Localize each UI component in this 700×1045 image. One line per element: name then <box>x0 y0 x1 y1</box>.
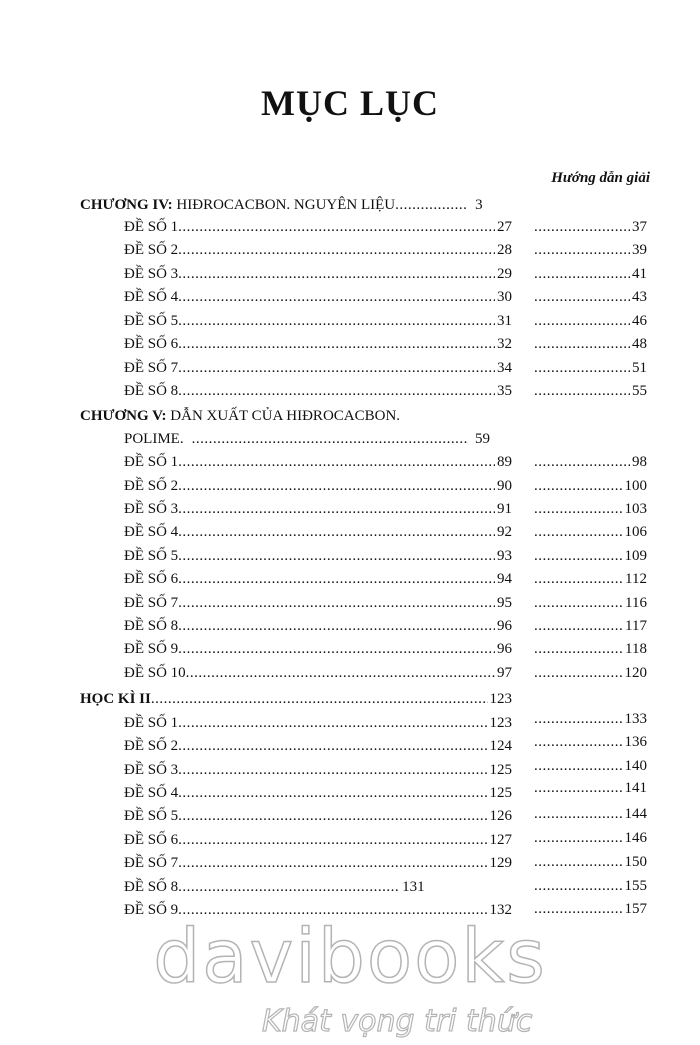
leader-dots <box>534 875 623 897</box>
answer-page: 46 <box>632 313 647 329</box>
leader-dots <box>178 310 495 332</box>
entry-page: 94 <box>497 571 512 587</box>
leader-dots <box>178 805 487 827</box>
leader-dots <box>178 380 495 402</box>
toc-entry[interactable] <box>124 451 512 473</box>
answer-page: 55 <box>632 383 647 399</box>
answer-page: 116 <box>625 595 647 611</box>
entry-label: ĐỀ SỐ 9 <box>124 641 179 657</box>
chapter-5-heading[interactable] <box>80 405 400 427</box>
entry-label: ĐỀ SỐ 8 <box>124 383 179 399</box>
entry-label: ĐỀ SỐ 4 <box>124 785 179 801</box>
leader-dots <box>178 638 495 660</box>
answer-entry[interactable] <box>534 592 647 614</box>
entry-label: ĐỀ SỐ 4 <box>124 289 179 305</box>
watermark-brand: davibooks <box>153 914 547 1000</box>
answer-entry[interactable] <box>534 827 647 849</box>
entry-page: 27 <box>497 219 512 235</box>
leader-dots <box>534 662 623 684</box>
entry-page: 32 <box>497 336 512 352</box>
answer-entry[interactable] <box>534 851 647 873</box>
leader-dots <box>534 310 630 332</box>
leader-dots <box>186 662 495 684</box>
entry-page: 97 <box>497 665 512 681</box>
toc-entry[interactable] <box>124 521 512 543</box>
answer-page: 112 <box>625 571 647 587</box>
leader-dots <box>178 498 495 520</box>
entry-page: 125 <box>489 762 512 778</box>
toc-entry[interactable] <box>124 498 512 520</box>
toc-entry[interactable] <box>124 735 512 757</box>
answer-page: 136 <box>624 734 647 750</box>
toc-entry[interactable] <box>124 615 512 637</box>
leader-dots <box>534 568 623 590</box>
semester-2-page: 123 <box>489 691 512 707</box>
answer-entry[interactable] <box>534 357 647 379</box>
watermark <box>0 914 700 1039</box>
entry-label: ĐỀ SỐ 2 <box>124 478 179 494</box>
answer-page: 37 <box>632 219 647 235</box>
toc-entry[interactable] <box>124 782 512 804</box>
answer-page: 140 <box>624 758 647 774</box>
leader-dots <box>178 712 487 734</box>
answer-entry[interactable] <box>534 662 647 684</box>
answer-entry[interactable] <box>534 731 647 753</box>
leader-dots <box>534 498 623 520</box>
entry-page: 28 <box>497 242 512 258</box>
answer-entry[interactable] <box>534 475 647 497</box>
entry-page: 124 <box>489 738 512 754</box>
toc-entry[interactable] <box>124 263 512 285</box>
toc-entry[interactable] <box>124 568 512 590</box>
toc-entry[interactable] <box>124 286 512 308</box>
leader-dots <box>178 286 495 308</box>
answer-entry[interactable] <box>534 568 647 590</box>
leader-dots <box>534 333 630 355</box>
entry-label: ĐỀ SỐ 3 <box>124 266 179 282</box>
answer-entry[interactable] <box>534 380 647 402</box>
answer-page: 41 <box>632 266 647 282</box>
leader-dots <box>534 827 623 849</box>
entry-page: 29 <box>497 266 512 282</box>
entry-label: ĐỀ SỐ 8 <box>124 618 179 634</box>
entry-page: 125 <box>489 785 512 801</box>
answer-page: 157 <box>624 901 647 917</box>
answer-page: 146 <box>624 830 647 846</box>
entry-label: ĐỀ SỐ 5 <box>124 808 179 824</box>
toc-entry[interactable] <box>124 216 512 238</box>
chapter-4-heading[interactable] <box>80 194 512 216</box>
leader-dots <box>534 451 630 473</box>
toc-entry[interactable] <box>124 759 512 781</box>
answer-entry[interactable] <box>534 638 647 660</box>
chapter-5-title-cont: POLIME. <box>124 431 184 447</box>
toc-entry[interactable] <box>124 712 512 734</box>
entry-label: ĐỀ SỐ 1 <box>124 454 179 470</box>
leader-dots <box>151 688 488 710</box>
toc-entry[interactable] <box>124 357 512 379</box>
entry-label: ĐỀ SỐ 3 <box>124 501 179 517</box>
entry-label: ĐỀ SỐ 3 <box>124 762 179 778</box>
answer-entry[interactable] <box>534 615 647 637</box>
leader-dots <box>178 216 495 238</box>
entry-label: ĐỀ SỐ 10 <box>124 665 186 681</box>
answer-entry[interactable] <box>534 310 647 332</box>
leader-dots <box>534 239 630 261</box>
entry-page: 34 <box>497 360 512 376</box>
leader-dots <box>178 263 495 285</box>
entry-label: ĐỀ SỐ 7 <box>124 360 179 376</box>
answer-entry[interactable] <box>534 875 647 897</box>
entry-page: 31 <box>497 313 512 329</box>
answer-entry[interactable] <box>534 263 647 285</box>
answer-page: 98 <box>632 454 647 470</box>
answer-entry[interactable] <box>534 755 647 777</box>
answer-entry[interactable] <box>534 521 647 543</box>
entry-page: 89 <box>497 454 512 470</box>
leader-dots <box>534 851 623 873</box>
leader-dots <box>534 777 623 799</box>
chapter-5-number: CHƯƠNG V: <box>80 408 167 424</box>
answer-page: 51 <box>632 360 647 376</box>
toc-entry[interactable] <box>124 475 512 497</box>
leader-dots <box>534 380 630 402</box>
chapter-5-heading-line2[interactable] <box>124 428 512 450</box>
entry-page: 91 <box>497 501 512 517</box>
toc-entry[interactable] <box>124 592 512 614</box>
leader-dots <box>534 803 623 825</box>
page-title: MỤC LỤC <box>261 83 439 123</box>
entry-label: ĐỀ SỐ 5 <box>124 313 179 329</box>
answer-page: 39 <box>632 242 647 258</box>
entry-page: 132 <box>489 902 512 918</box>
leader-dots <box>178 451 495 473</box>
toc-entry[interactable] <box>124 852 512 874</box>
answer-entry[interactable] <box>534 239 647 261</box>
leader-dots <box>395 194 467 216</box>
entry-label: ĐỀ SỐ 6 <box>124 571 179 587</box>
toc-entry[interactable] <box>124 545 512 567</box>
leader-dots <box>184 428 469 450</box>
leader-dots <box>534 475 623 497</box>
leader-dots <box>534 708 623 730</box>
leader-dots <box>178 521 495 543</box>
leader-dots <box>534 286 630 308</box>
chapter-4-title: HIĐROCACBON. NGUYÊN LIỆU <box>176 197 396 213</box>
entry-label: ĐỀ SỐ 1 <box>124 219 179 235</box>
entry-label: ĐỀ SỐ 8 <box>124 879 179 895</box>
entry-label: ĐỀ SỐ 7 <box>124 855 179 871</box>
toc-entry[interactable] <box>124 239 512 261</box>
entry-page: 96 <box>497 641 512 657</box>
answer-page: 141 <box>624 780 647 796</box>
answer-page: 155 <box>624 878 647 894</box>
leader-dots <box>178 782 487 804</box>
answer-entry[interactable] <box>534 708 647 730</box>
entry-page: 93 <box>497 548 512 564</box>
entry-label: ĐỀ SỐ 2 <box>124 738 179 754</box>
answer-page: 100 <box>624 478 647 494</box>
leader-dots <box>534 638 623 660</box>
leader-dots <box>534 357 630 379</box>
leader-dots <box>534 545 623 567</box>
leader-dots <box>178 615 495 637</box>
chapter-4-number: CHƯƠNG IV: <box>80 197 173 213</box>
entry-page: 129 <box>489 855 512 871</box>
answer-page: 109 <box>624 548 647 564</box>
answer-page: 106 <box>624 524 647 540</box>
answer-entry[interactable] <box>534 777 647 799</box>
leader-dots <box>178 876 400 898</box>
answers-column-header: Hướng dẫn giải <box>551 170 650 186</box>
leader-dots <box>178 592 495 614</box>
entry-page: 131 <box>402 879 425 895</box>
answer-page: 48 <box>632 336 647 352</box>
entry-label: ĐỀ SỐ 2 <box>124 242 179 258</box>
answer-page: 103 <box>624 501 647 517</box>
leader-dots <box>178 829 487 851</box>
leader-dots <box>534 592 623 614</box>
chapter-4-page: 3 <box>475 197 483 213</box>
leader-dots <box>534 263 630 285</box>
leader-dots <box>534 755 623 777</box>
semester-2-heading[interactable] <box>80 688 512 710</box>
entry-page: 127 <box>489 832 512 848</box>
entry-page: 123 <box>489 715 512 731</box>
answer-entry[interactable] <box>534 803 647 825</box>
answer-page: 120 <box>624 665 647 681</box>
answer-entry[interactable] <box>534 333 647 355</box>
entry-label: ĐỀ SỐ 6 <box>124 336 179 352</box>
entry-label: ĐỀ SỐ 6 <box>124 832 179 848</box>
entry-page: 95 <box>497 595 512 611</box>
leader-dots <box>534 521 623 543</box>
leader-dots <box>178 333 495 355</box>
toc-entry[interactable] <box>124 310 512 332</box>
entry-label: ĐỀ SỐ 1 <box>124 715 179 731</box>
entry-page: 96 <box>497 618 512 634</box>
answer-entry[interactable] <box>534 545 647 567</box>
entry-page: 90 <box>497 478 512 494</box>
leader-dots <box>178 239 495 261</box>
answer-entry[interactable] <box>534 451 647 473</box>
answer-page: 150 <box>624 854 647 870</box>
semester-2-title: HỌC KÌ II <box>80 691 151 707</box>
toc-entry[interactable] <box>124 662 512 684</box>
answer-page: 118 <box>625 641 647 657</box>
leader-dots <box>534 216 630 238</box>
watermark-slogan: Khát vọng tri thức <box>262 1004 533 1039</box>
leader-dots <box>178 735 487 757</box>
entry-label: ĐỀ SỐ 9 <box>124 902 179 918</box>
toc-entry[interactable] <box>124 638 512 660</box>
entry-page: 92 <box>497 524 512 540</box>
entry-page: 30 <box>497 289 512 305</box>
answer-entry[interactable] <box>534 286 647 308</box>
answer-entry[interactable] <box>534 498 647 520</box>
leader-dots <box>178 545 495 567</box>
answer-entry[interactable] <box>534 216 647 238</box>
entry-label: ĐỀ SỐ 5 <box>124 548 179 564</box>
answer-page: 117 <box>625 618 647 634</box>
toc-entry[interactable] <box>124 380 512 402</box>
answer-page: 133 <box>624 711 647 727</box>
toc-entry[interactable] <box>124 333 512 355</box>
answer-page: 144 <box>624 806 647 822</box>
toc-entry[interactable] <box>124 829 512 851</box>
leader-dots <box>178 475 495 497</box>
entry-label: ĐỀ SỐ 4 <box>124 524 179 540</box>
entry-label: ĐỀ SỐ 7 <box>124 595 179 611</box>
leader-dots <box>178 568 495 590</box>
leader-dots <box>534 731 623 753</box>
chapter-5-title: DẪN XUẤT CỦA HIĐROCACBON. <box>170 408 401 424</box>
entry-page: 35 <box>497 383 512 399</box>
answer-page: 43 <box>632 289 647 305</box>
toc-entry[interactable] <box>124 876 512 898</box>
chapter-5-page: 59 <box>475 431 490 447</box>
leader-dots <box>178 357 495 379</box>
leader-dots <box>534 615 623 637</box>
leader-dots <box>178 759 487 781</box>
toc-entry[interactable] <box>124 805 512 827</box>
leader-dots <box>178 852 487 874</box>
entry-page: 126 <box>489 808 512 824</box>
